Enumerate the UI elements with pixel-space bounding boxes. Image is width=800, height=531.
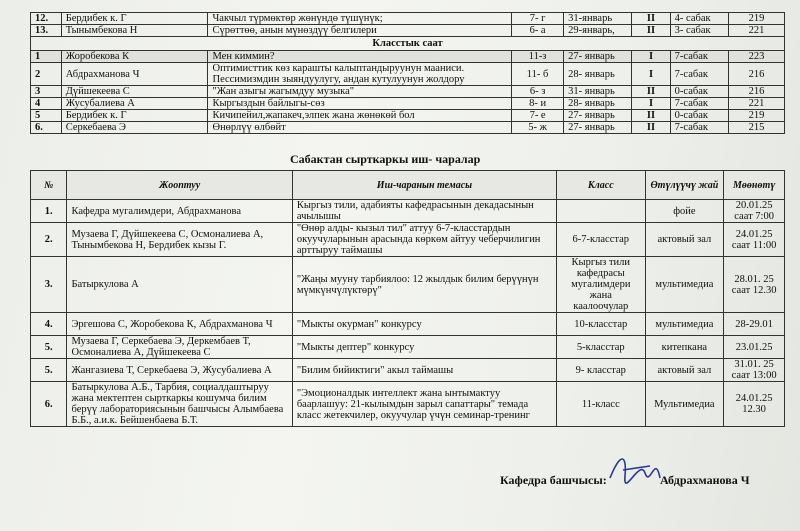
teacher-name: Жусубалиева А: [61, 98, 208, 110]
shift: I: [632, 63, 670, 86]
row-number: 3: [31, 86, 62, 98]
place: китепкана: [645, 336, 724, 359]
time: 20.01.25 саат 7:00: [724, 200, 785, 223]
lesson: 0-сабак: [670, 86, 728, 98]
lesson: 7-сабак: [670, 51, 728, 63]
lesson: 7-сабак: [670, 63, 728, 86]
event-topic: "Эмоционалдык интеллект жана ынтымактуу баарлашуу: 21-кылымдын зарыл сапаттары" темада класс жетекчилер, окуучулар үчүн семинар-тренинг: [292, 382, 556, 427]
date: 28- январь: [564, 63, 632, 86]
event-topic: "Мыкты дептер" конкурсу: [292, 336, 556, 359]
table-row: [31, 200, 785, 223]
shift: II: [632, 13, 670, 25]
teacher-name: Бердибек к. Г: [61, 110, 208, 122]
teacher-name: Серкебаева Э: [61, 122, 208, 134]
handwritten-signature: [605, 448, 665, 493]
time: 24.01.25 12.30: [724, 382, 785, 427]
row-number: 13.: [31, 25, 62, 37]
event-topic: Кыргыз тили, адабияты кафедрасынын декадасынын ачылышы: [292, 200, 556, 223]
date: 29-январь,: [564, 25, 632, 37]
date: 27- январь: [564, 51, 632, 63]
responsible: Музаева Г, Дүйшекеева С, Осмоналиева А, Тынымбекова Н, Бердибек кызы Г.: [67, 223, 292, 257]
responsible: Батыркулова А.Б., Тарбия, социалдаштыруу жана мектептен сырткаркы кошумча билим берүү лабораториясынын башчысы Алымбаева Б.Б., а.и.к. Бейшенбаева Б.Т.: [67, 382, 292, 427]
responsible: Жангазиева Т, Серкебаева Э, Жусубалиева А: [67, 359, 292, 382]
extracurricular-title: Сабактан сырткаркы иш- чаралар: [290, 152, 481, 166]
lesson: 0-сабак: [670, 110, 728, 122]
teacher-name: Бердибек к. Г: [61, 13, 208, 25]
events-table: [30, 170, 785, 427]
shift: I: [632, 98, 670, 110]
topic: Сүрөттөө, анын мүнөздүү белгилери: [208, 25, 512, 37]
row-number: 1.: [31, 200, 67, 223]
shift: I: [632, 51, 670, 63]
teacher-name: Абдрахманова Ч: [61, 63, 208, 86]
table-row: [31, 86, 785, 98]
row-number: 5: [31, 110, 62, 122]
room: 216: [728, 86, 784, 98]
event-topic: "Билим бийиктиги" акыл таймашы: [292, 359, 556, 382]
class: 6-7-класстар: [557, 223, 645, 257]
department-head-name: Абдрахманова Ч: [660, 473, 750, 487]
place: Мультимедиа: [645, 382, 724, 427]
row-number: 4: [31, 98, 62, 110]
room: 219: [728, 110, 784, 122]
topic: Кыргыздын байлыгы-сөз: [208, 98, 512, 110]
lesson: 4- сабак: [670, 13, 728, 25]
responsible: Батыркулова А: [67, 257, 292, 313]
topic: "Жан азыгы жагымдуу музыка": [208, 86, 512, 98]
class: 11-класс: [557, 382, 645, 427]
event-topic: "Мыкты окурман" конкурсу: [292, 313, 556, 336]
class: 7- е: [512, 110, 564, 122]
row-number: 5.: [31, 359, 67, 382]
table-row: [31, 25, 785, 37]
event-topic: "Өнөр алды- кызыл тил" аттуу 6-7-класстардын окуучуларынын арасында көркөм айтуу чеберчилигин арттыруу таймашы: [292, 223, 556, 257]
room: 219: [728, 13, 784, 25]
table-row: [31, 51, 785, 63]
table-row: [31, 63, 785, 86]
topic: Кичипейил,жапакеч,элпек жана жөнөкөй бол: [208, 110, 512, 122]
class: [557, 200, 645, 223]
topic: Чакчыл түрмөктөр жөнүндө түшүнүк;: [208, 13, 512, 25]
shift: II: [632, 86, 670, 98]
topic: Оптимисттик көз карашты калыптандыруунун мааниси. Пессимизмдин зыяндуулугу, андан кутулуунун жолдору: [208, 63, 512, 86]
table-row: [31, 223, 785, 257]
table-row: [31, 13, 785, 25]
col-time: Мөөнөтү: [724, 171, 785, 200]
table-row: [31, 122, 785, 134]
class: 11- б: [512, 63, 564, 86]
class: 5-класстар: [557, 336, 645, 359]
room: 216: [728, 63, 784, 86]
responsible: Музаева Г, Серкебаева Э, Деркембаев Т, Осмоналиева А, Дүйшекеева С: [67, 336, 292, 359]
class: 11-з: [512, 51, 564, 63]
place: мультимедиа: [645, 257, 724, 313]
date: 28- январь: [564, 98, 632, 110]
class: Кыргыз тили кафедрасы мугалимдери жана каалоочулар: [557, 257, 645, 313]
col-responsible: Жооптуу: [67, 171, 292, 200]
table-row: [31, 110, 785, 122]
room: 221: [728, 98, 784, 110]
place: актовый зал: [645, 223, 724, 257]
lessons-table: [30, 12, 785, 134]
time: 28-29.01: [724, 313, 785, 336]
row-number: 3.: [31, 257, 67, 313]
responsible: Эргешова С, Жоробекова К, Абдрахманова Ч: [67, 313, 292, 336]
table-row: [31, 257, 785, 313]
topic: Мен киммин?: [208, 51, 512, 63]
time: 31.01. 25 саат 13:00: [724, 359, 785, 382]
topic: Өнөрлүү өлбөйт: [208, 122, 512, 134]
lesson: 7-сабак: [670, 98, 728, 110]
table-row: [31, 336, 785, 359]
lesson: 3- сабак: [670, 25, 728, 37]
col-num: №: [31, 171, 67, 200]
teacher-name: Тынымбекова Н: [61, 25, 208, 37]
date: 31- январь: [564, 86, 632, 98]
table-row: [31, 359, 785, 382]
place: мультимедиа: [645, 313, 724, 336]
room: 223: [728, 51, 784, 63]
room: 221: [728, 25, 784, 37]
class-hour-title: Класстык саат: [31, 37, 785, 51]
responsible: Кафедра мугалимдери, Абдрахманова: [67, 200, 292, 223]
shift: II: [632, 25, 670, 37]
shift: II: [632, 122, 670, 134]
class: 10-класстар: [557, 313, 645, 336]
table-row: [31, 98, 785, 110]
class: 5- ж: [512, 122, 564, 134]
row-number: 4.: [31, 313, 67, 336]
row-number: 6.: [31, 122, 62, 134]
teacher-name: Жоробекова К: [61, 51, 208, 63]
row-number: 6.: [31, 382, 67, 427]
room: 215: [728, 122, 784, 134]
date: 27- январь: [564, 122, 632, 134]
signature-label: Кафедра башчысы:: [500, 473, 607, 487]
table-row: [31, 313, 785, 336]
col-class: Класс: [557, 171, 645, 200]
date: 27- январь: [564, 110, 632, 122]
teacher-name: Дүйшекеева С: [61, 86, 208, 98]
row-number: 2.: [31, 223, 67, 257]
event-topic: "Жаңы мууну тарбиялоо: 12 жылдык билим берүүнүн мүмкүнчүлүктөрү": [292, 257, 556, 313]
row-number: 5.: [31, 336, 67, 359]
col-place: Өтүлүүчү жай: [645, 171, 724, 200]
place: актовый зал: [645, 359, 724, 382]
shift: II: [632, 110, 670, 122]
row-number: 1: [31, 51, 62, 63]
row-number: 2: [31, 63, 62, 86]
time: 23.01.25: [724, 336, 785, 359]
row-number: 12.: [31, 13, 62, 25]
lesson: 7-сабак: [670, 122, 728, 134]
date: 31-январь: [564, 13, 632, 25]
class: 8- и: [512, 98, 564, 110]
time: 28.01. 25 саат 12.30: [724, 257, 785, 313]
place: фойе: [645, 200, 724, 223]
col-event: Иш-чаранын темасы: [292, 171, 556, 200]
class: 6- а: [512, 25, 564, 37]
class: 6- з: [512, 86, 564, 98]
time: 24.01.25 саат 11:00: [724, 223, 785, 257]
table-row: [31, 382, 785, 427]
class: 9- класстар: [557, 359, 645, 382]
class: 7- г: [512, 13, 564, 25]
